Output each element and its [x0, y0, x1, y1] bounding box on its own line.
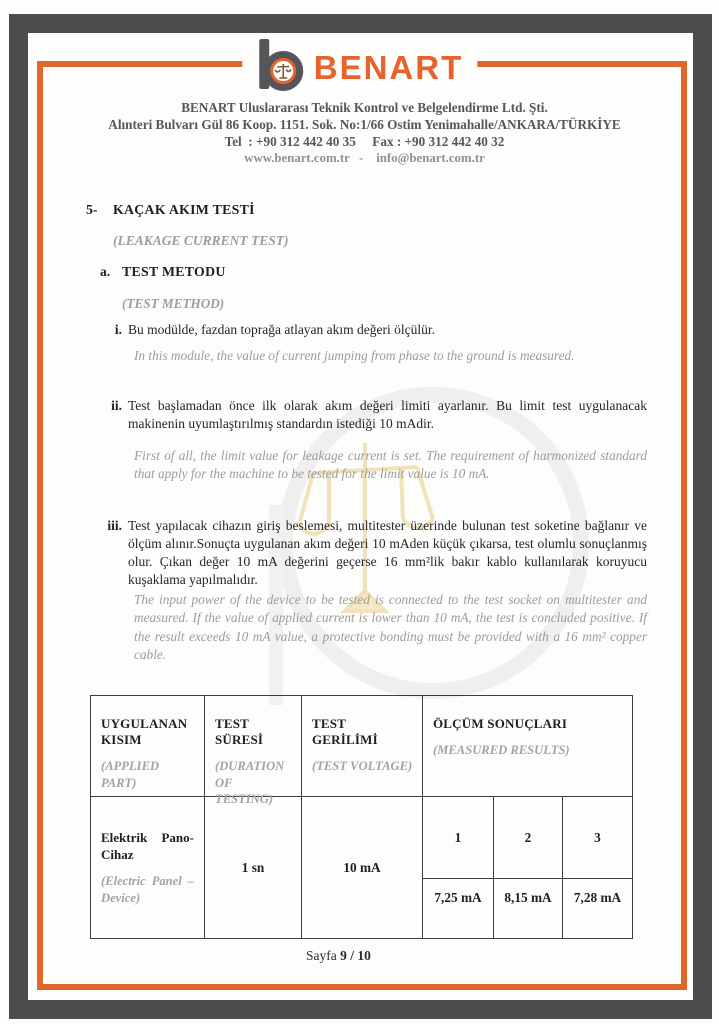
measurement-number: 3: [563, 797, 632, 879]
benart-logo: [242, 37, 478, 93]
company-phone-fax: Tel : +90 312 442 40 35 Fax : +90 312 442 40 32: [224, 134, 505, 149]
item-text-en: The input power of the device to be tested is connected to the test socket on multitester and measured. If the value of applied current is lower than 10 mA, the test is concluded positive. If the result exceeds 10 mA value, a protective bonding must be provided with a 16 mm² copper cable.: [134, 592, 647, 663]
item-text-tr: Bu modülde, fazdan toprağa atlayan akım değeri ölçülür.: [128, 322, 436, 337]
table-header-measured-results: [423, 696, 632, 797]
header-label-en: (DURATION OF TESTING): [215, 759, 285, 806]
header-label-tr: TEST GERİLİMİ: [312, 716, 378, 747]
company-address: Alınteri Bulvarı Gül 86 Koop. 1151. Sok. No:1/66 Ostim Yenimahalle/ANKARA/TÜRKİYE: [108, 117, 621, 132]
applied-part-tr: Elektrik Pano-Cihaz: [101, 830, 194, 862]
list-item-i: [100, 321, 647, 339]
measurement-number: 1: [423, 797, 494, 879]
item-text-en: In this module, the value of current jumping from phase to the ground is measured.: [134, 348, 575, 363]
subsection-heading: [100, 264, 226, 280]
item-marker: i.: [114, 322, 122, 337]
page-number: 9 / 10: [340, 948, 371, 963]
table-header-test-voltage: [302, 696, 423, 797]
section-heading: [86, 202, 255, 218]
company-web-email: www.benart.com.tr - info@benart.com.tr: [244, 151, 485, 165]
table-header-test-duration: [205, 696, 302, 806]
list-item-iii: [100, 517, 647, 589]
table-header-applied-part: [91, 696, 205, 797]
header-label-tr: ÖLÇÜM SONUÇLARI: [433, 716, 568, 731]
measurement-value: 8,15 mA: [494, 879, 563, 938]
header-label-en: (TEST VOLTAGE): [312, 759, 413, 773]
header-label-en: (MEASURED RESULTS): [433, 743, 570, 757]
measurement-number: 2: [494, 797, 563, 879]
header-label-tr: UYGULANAN KISIM: [101, 716, 188, 747]
page-label: Sayfa: [306, 948, 337, 963]
table-cell-duration: 1 sn: [205, 797, 302, 938]
item-text-tr: Test başlamadan önce ilk olarak akım değeri limiti ayarlanır. Bu limit test uygulanacak makinenin uyumlaştırılmış standardın istediği 10 mAdir.: [128, 398, 647, 431]
section-number: 5-: [86, 202, 98, 217]
letterhead: [55, 99, 674, 167]
measurement-value: 7,28 mA: [573, 890, 622, 905]
measurement-value: 7,25 mA: [423, 879, 494, 938]
subsection-title-en: (TEST METHOD): [122, 296, 225, 311]
section-title-en: (LEAKAGE CURRENT TEST): [113, 233, 289, 248]
item-marker: iii.: [107, 518, 122, 533]
item-marker: ii.: [111, 398, 122, 413]
table-cell-applied-part: [91, 797, 205, 938]
subsection-letter: a.: [100, 264, 111, 279]
applied-part-en: (Electric Panel – Device): [101, 874, 194, 905]
results-table: [90, 695, 633, 939]
item-text-en: First of all, the limit value for leakage current is set. The requirement of harmonized standard that apply for the machine to be tested for the limit value is 10 mA.: [134, 448, 647, 482]
page-footer: [0, 948, 677, 964]
company-name: BENART Uluslararası Teknik Kontrol ve Belgelendirme Ltd. Şti.: [181, 100, 548, 115]
section-title-tr: KAÇAK AKIM TESTİ: [113, 202, 255, 217]
brand-name: BENART: [313, 48, 464, 86]
table-cell-voltage: 10 mA: [302, 797, 423, 938]
header-label-tr: TEST SÜRESİ: [215, 716, 264, 747]
subsection-title-tr: TEST METODU: [122, 264, 226, 279]
item-text-tr: Test yapılacak cihazın giriş beslemesi, multitester üzerinde bulunan test soketine bağlanır ve ölçüm alınır.Sonuçta uygulanan akım değeri 10 mAden küçük çıkarsa, test olumlu sonuçlanmış olur. Çıkan değer 10 mA değerini geçerse 16 mm²lik bakır kablo kullanılarak koruyucu kuşaklama yapılmalıdır.: [128, 518, 647, 587]
list-item-ii: [100, 397, 647, 433]
benart-b-scales-icon: [256, 38, 304, 92]
header-label-en: (APPLIED PART): [101, 759, 160, 790]
